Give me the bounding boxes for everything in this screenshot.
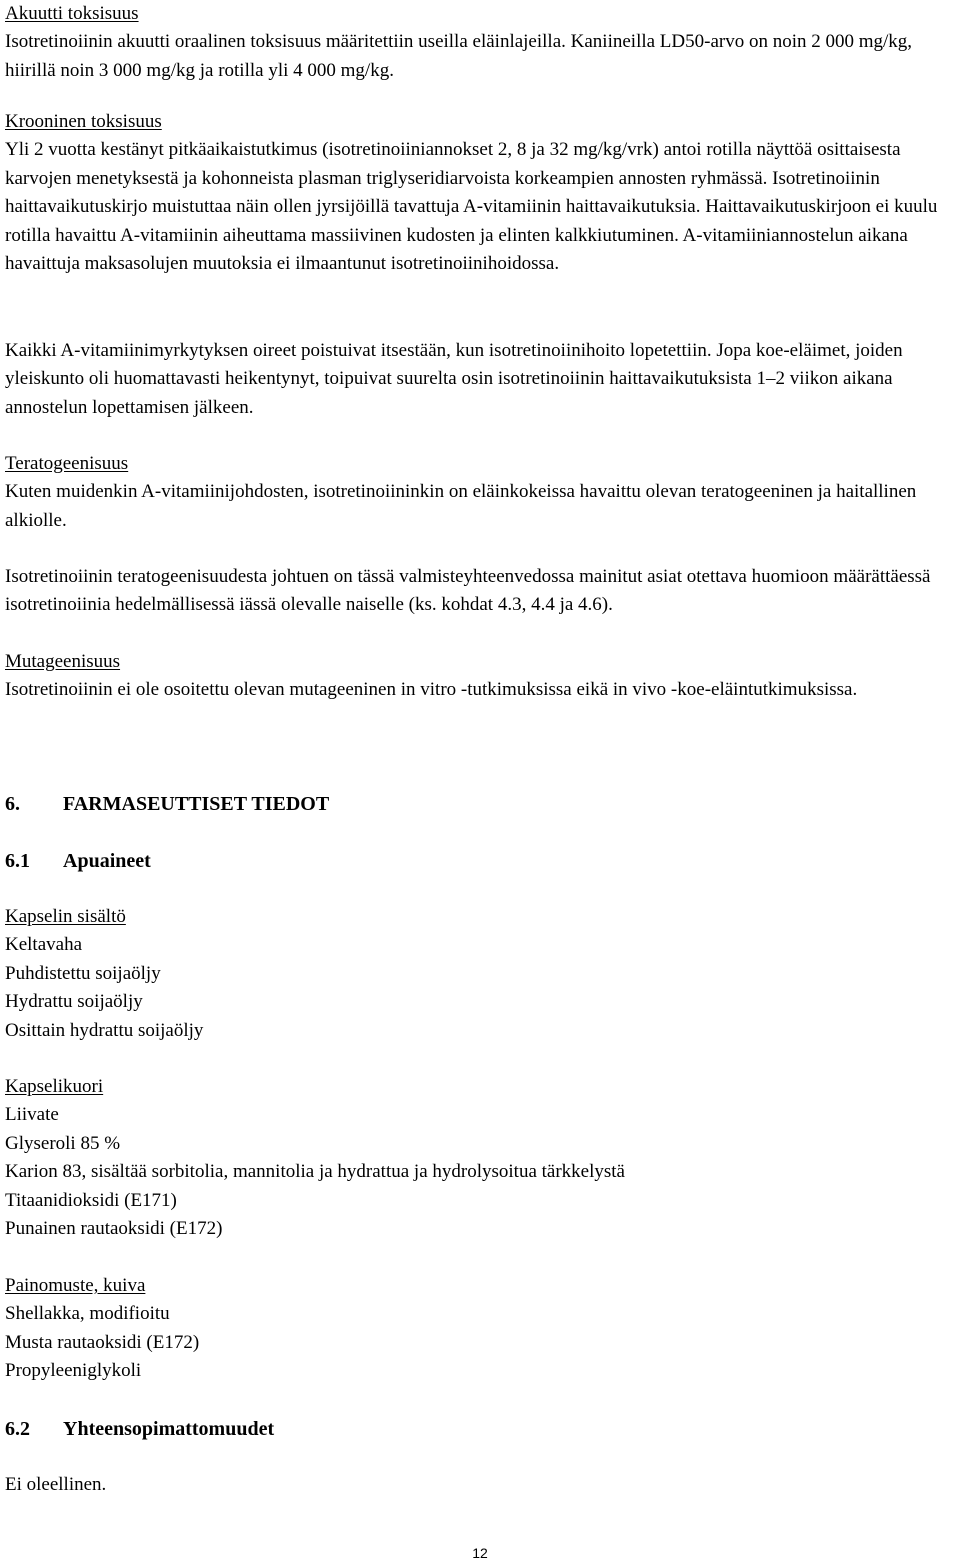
list-item: Glyseroli 85 % (5, 1132, 121, 1154)
list-item: Propyleeniglykoli (5, 1360, 142, 1382)
acute-toxicity-section (5, 0, 955, 85)
acute-toxicity-heading: Akuutti toksisuus (5, 3, 139, 24)
chronic-toxicity-section (5, 108, 955, 278)
teratogenicity-note (5, 563, 955, 620)
incompatibility-text: Ei oleellinen. (5, 1474, 107, 1495)
teratogenicity-note-text: Isotretinoiinin teratogeenisuudesta johtuen on tässä valmisteyhteenvedossa mainitut asiat otettava huomioon määrättäessä isotretinoiinia hedelmällisessä iässä olevalle naiselle (ks. kohdat 4.3, 4.4 ja 4.6). (5, 566, 931, 616)
teratogenicity-section (5, 450, 955, 535)
section-6-2-title: Yhteensopimattomuudet (63, 1418, 275, 1440)
ink-heading: Painomuste, kuiva (5, 1275, 146, 1296)
capsule-content-section (5, 903, 955, 1045)
section-6-number: 6. (5, 793, 20, 815)
list-item: Musta rautaoksidi (E172) (5, 1331, 200, 1353)
list-item: Karion 83, sisältää sorbitolia, mannitolia ja hydrattua ja hydrolysoitua tärkkelystä (5, 1161, 625, 1183)
section-6-2-number: 6.2 (5, 1418, 30, 1440)
capsule-shell-heading: Kapselikuori (5, 1076, 104, 1097)
chronic-toxicity-heading: Krooninen toksisuus (5, 111, 162, 132)
incompatibility-text-block (5, 1471, 955, 1499)
list-item: Puhdistettu soijaöljy (5, 962, 161, 984)
symptoms-text: Kaikki A-vitamiinimyrkytyksen oireet poistuivat itsestään, kun isotretinoiinihoito lopetettiin. Jopa koe-eläimet, joiden yleiskunto oli huomattavasti heikentynyt, toipuivat suurelta osin isotretinoiinin haittavaikutuksista 1–2 viikon aikana annostelun lopettamisen jälkeen. (5, 340, 903, 418)
section-6-title: FARMASEUTTISET TIEDOT (63, 793, 330, 815)
capsule-shell-section (5, 1073, 955, 1243)
page-number: 12 (472, 1545, 488, 1561)
list-item: Keltavaha (5, 934, 83, 956)
teratogenicity-heading: Teratogeenisuus (5, 453, 129, 474)
section-6-2-heading (5, 1415, 955, 1443)
chronic-toxicity-text: Yli 2 vuotta kestänyt pitkäaikaistutkimus (isotretinoiiniannokset 2, 8 ja 32 mg/kg/vrk) antoi rotilla näyttöä osittaisesta karvojen menetyksestä ja kohonneista plasman triglyseridiarvoista korkeampien annosten ryhmässä. Isotretinoiinin haittavaikutuskirjo muistuttaa näin ollen jyrsijöillä tavattuja A-vitamiinin haittavaikutuksia. Haittavaikutuskirjoon ei kuulu rotilla havaittu A-vitamiinin aiheuttama massiivinen kudosten ja elinten kalkkiutuminen. A-vitamiiniannostelun aikana havaittuja maksasolujen muutoksia ei ilmaantunut isotretinoiinihoidossa. (5, 139, 938, 275)
list-item: Shellakka, modifioitu (5, 1303, 170, 1325)
acute-toxicity-text: Isotretinoiinin akuutti oraalinen toksisuus määritettiin useilla eläinlajeilla. Kaniineilla LD50-arvo on noin 2 000 mg/kg, hiirillä noin 3 000 mg/kg ja rotilla yli 4 000 mg/kg. (5, 31, 913, 81)
section-6-1-title: Apuaineet (63, 850, 151, 872)
ink-section (5, 1272, 955, 1386)
mutagenicity-text: Isotretinoiinin ei ole osoitettu olevan mutageeninen in vitro -tutkimuksissa eikä in vivo -koe-eläintutkimuksissa. (5, 679, 858, 701)
list-item: Osittain hydrattu soijaöljy (5, 1019, 204, 1041)
section-6-1-heading (5, 847, 955, 875)
symptoms-paragraph (5, 337, 955, 422)
mutagenicity-heading: Mutageenisuus (5, 651, 121, 672)
capsule-content-heading: Kapselin sisältö (5, 906, 126, 927)
list-item: Hydrattu soijaöljy (5, 991, 143, 1013)
teratogenicity-text: Kuten muidenkin A-vitamiinijohdosten, isotretinoiininkin on eläinkokeissa havaittu olevan teratogeeninen ja haitallinen alkiolle. (5, 481, 917, 531)
list-item: Punainen rautaoksidi (E172) (5, 1218, 223, 1240)
mutagenicity-section (5, 648, 955, 705)
section-6-heading (5, 790, 955, 818)
section-6-1-number: 6.1 (5, 850, 30, 872)
list-item: Titaanidioksidi (E171) (5, 1189, 177, 1211)
list-item: Liivate (5, 1104, 59, 1126)
